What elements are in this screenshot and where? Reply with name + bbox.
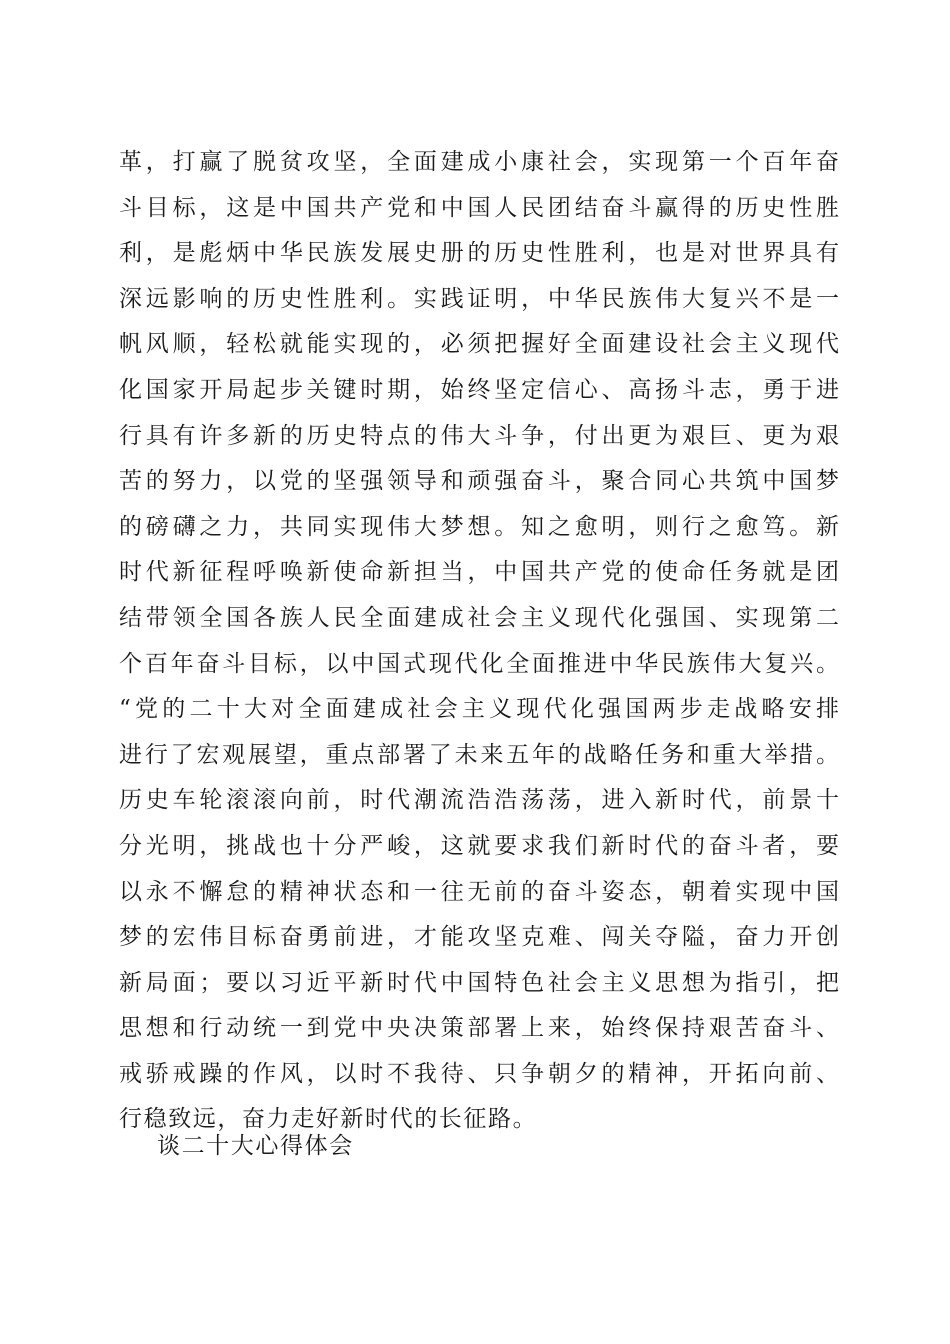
text-line: 新局面；要以习近平新时代中国特色社会主义思想为指引，把 — [119, 969, 839, 996]
text-line: 以永不懈怠的精神状态和一往无前的奋斗姿态，朝着实现中国 — [119, 878, 839, 905]
section-heading: 谈二十大心得体会 — [157, 1133, 354, 1159]
text-line: 斗目标，这是中国共产党和中国人民团结奋斗赢得的历史性胜 — [119, 194, 839, 221]
text-line: 帆风顺，轻松就能实现的，必须把握好全面建设社会主义现代 — [119, 331, 839, 358]
text-line: 行具有许多新的历史特点的伟大斗争，付出更为艰巨、更为艰 — [119, 422, 839, 449]
text-line: 结带领全国各族人民全面建成社会主义现代化强国、实现第二 — [119, 604, 839, 631]
text-line: 思想和行动统一到党中央决策部署上来，始终保持艰苦奋斗、 — [119, 1015, 839, 1042]
text-line: 利，是彪炳中华民族发展史册的历史性胜利，也是对世界具有 — [119, 240, 839, 267]
text-line: 进行了宏观展望，重点部署了未来五年的战略任务和重大举措。 — [119, 741, 839, 768]
text-line: 深远影响的历史性胜利。实践证明，中华民族伟大复兴不是一 — [119, 285, 839, 312]
text-line: 化国家开局起步关键时期，始终坚定信心、高扬斗志，勇于进 — [119, 376, 839, 403]
text-line: 革，打赢了脱贫攻坚，全面建成小康社会，实现第一个百年奋 — [119, 149, 839, 175]
body-paragraph — [119, 140, 839, 1143]
text-line: 历史车轮滚滚向前，时代潮流浩浩荡荡，进入新时代，前景十 — [119, 787, 839, 814]
text-line: 个百年奋斗目标，以中国式现代化全面推进中华民族伟大复兴。 — [119, 650, 839, 677]
text-line: 苦的努力，以党的坚强领导和顽强奋斗，聚合同心共筑中国梦 — [119, 468, 839, 495]
text-line: 时代新征程呼唤新使命新担当，中国共产党的使命任务就是团 — [119, 559, 839, 586]
text-line: 的磅礴之力，共同实现伟大梦想。知之愈明，则行之愈笃。新 — [119, 513, 839, 540]
text-line: 分光明，挑战也十分严峻，这就要求我们新时代的奋斗者，要 — [119, 832, 839, 859]
text-line-last: 行稳致远，奋力走好新时代的长征路。 — [119, 1106, 538, 1133]
text-line: “党的二十大对全面建成社会主义现代化强国两步走战略安排 — [119, 696, 839, 723]
text-line: 戒骄戒躁的作风，以时不我待、只争朝夕的精神，开拓向前、 — [119, 1060, 839, 1087]
text-line: 梦的宏伟目标奋勇前进，才能攻坚克难、闯关夺隘，奋力开创 — [119, 924, 839, 951]
